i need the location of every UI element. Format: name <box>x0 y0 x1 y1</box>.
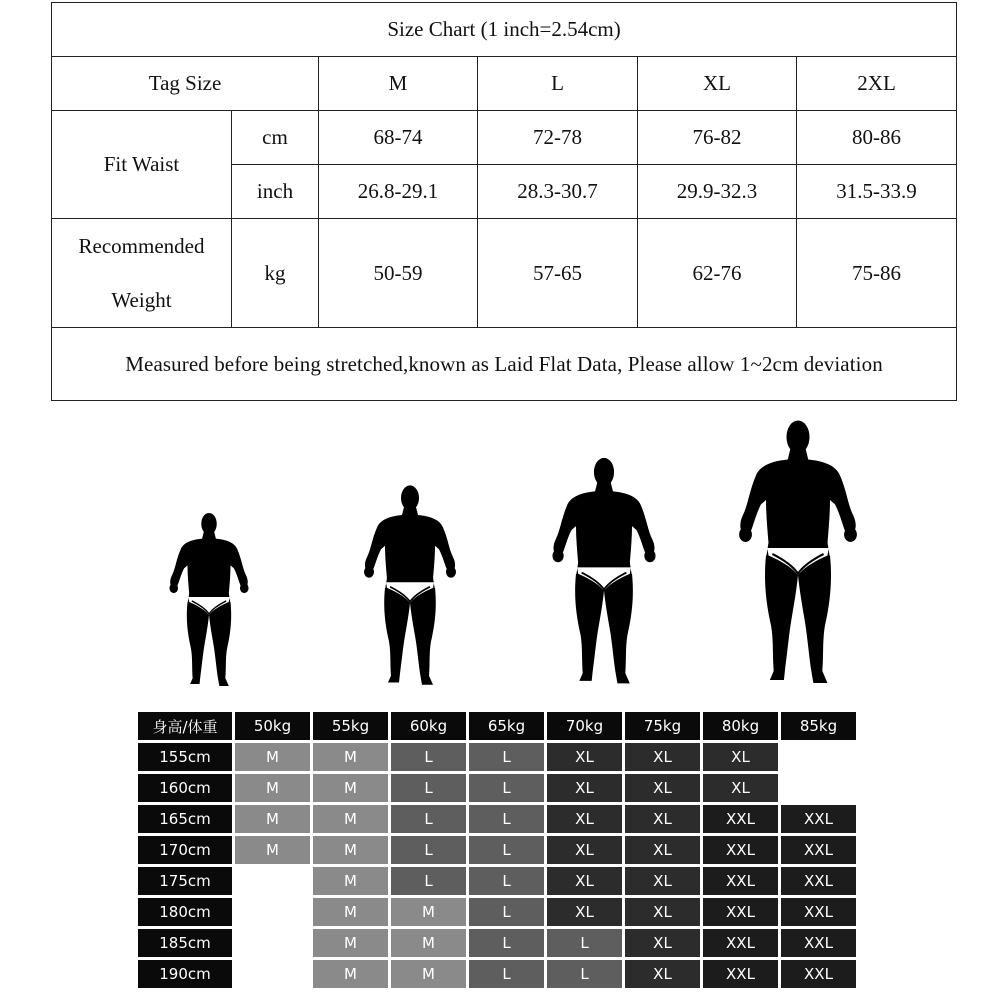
height-row-header: 160cm <box>138 774 232 802</box>
grid-size-cell: XXL <box>781 898 856 926</box>
grid-size-cell: L <box>391 867 466 895</box>
grid-size-cell: L <box>469 898 544 926</box>
recommended-label-line-2: Weight <box>111 288 172 312</box>
grid-row <box>138 898 859 926</box>
unit-kg-label: kg <box>232 219 319 328</box>
size-chart-table <box>51 2 957 401</box>
silhouette-figure-small <box>166 510 252 688</box>
grid-row <box>138 960 859 988</box>
height-row-header: 185cm <box>138 929 232 957</box>
grid-size-cell: XL <box>547 836 622 864</box>
grid-size-cell: L <box>391 836 466 864</box>
grid-size-cell: XL <box>625 898 700 926</box>
tag-size-label: Tag Size <box>52 57 319 111</box>
grid-size-cell: XXL <box>781 805 856 833</box>
unit-cm-label: cm <box>232 111 319 165</box>
height-row-header: 170cm <box>138 836 232 864</box>
silhouette-figure-medium <box>360 482 460 687</box>
grid-size-cell: XXL <box>781 929 856 957</box>
grid-size-cell: L <box>547 929 622 957</box>
grid-size-cell: M <box>235 743 310 771</box>
grid-empty-cell <box>781 743 856 771</box>
grid-size-cell: XL <box>625 867 700 895</box>
waist-cm-value: 80-86 <box>797 111 957 165</box>
grid-size-cell: XL <box>703 743 778 771</box>
grid-size-cell: XXL <box>781 836 856 864</box>
fit-waist-label: Fit Waist <box>52 111 232 219</box>
grid-size-cell: M <box>391 960 466 988</box>
grid-row <box>138 836 859 864</box>
waist-cm-value: 68-74 <box>319 111 478 165</box>
grid-size-cell: M <box>313 867 388 895</box>
grid-size-cell: L <box>469 836 544 864</box>
grid-size-cell: L <box>469 743 544 771</box>
grid-row <box>138 774 859 802</box>
size-header: 2XL <box>797 57 957 111</box>
grid-size-cell: M <box>313 836 388 864</box>
grid-size-cell: M <box>235 805 310 833</box>
weight-column-header: 80kg <box>703 712 778 740</box>
weight-column-header: 55kg <box>313 712 388 740</box>
grid-size-cell: XL <box>625 743 700 771</box>
grid-row <box>138 805 859 833</box>
grid-size-cell: XL <box>625 774 700 802</box>
waist-inch-value: 31.5-33.9 <box>797 165 957 219</box>
grid-size-cell: L <box>469 774 544 802</box>
grid-size-cell: M <box>391 929 466 957</box>
weight-column-header: 50kg <box>235 712 310 740</box>
height-row-header: 155cm <box>138 743 232 771</box>
grid-size-cell: XXL <box>703 898 778 926</box>
grid-size-cell: M <box>313 774 388 802</box>
grid-size-cell: XXL <box>781 867 856 895</box>
grid-size-cell: M <box>391 898 466 926</box>
silhouette-figure-xlarge <box>734 416 862 686</box>
grid-size-cell: XXL <box>703 960 778 988</box>
weight-column-header: 60kg <box>391 712 466 740</box>
height-row-header: 180cm <box>138 898 232 926</box>
grid-size-cell: XL <box>703 774 778 802</box>
grid-header-row <box>138 712 859 740</box>
recommended-weight-label <box>52 219 232 328</box>
grid-row <box>138 743 859 771</box>
recommended-label-line-1: Recommended <box>78 234 205 258</box>
grid-size-cell: XL <box>625 960 700 988</box>
grid-corner-label: 身高/体重 <box>138 712 232 740</box>
size-chart-title: Size Chart (1 inch=2.54cm) <box>52 3 957 57</box>
weight-column-header: 85kg <box>781 712 856 740</box>
grid-size-cell: L <box>547 960 622 988</box>
weight-kg-value: 50-59 <box>319 219 478 328</box>
grid-empty-cell <box>235 960 310 988</box>
grid-size-cell: XL <box>625 929 700 957</box>
size-header: L <box>478 57 638 111</box>
weight-column-header: 75kg <box>625 712 700 740</box>
grid-empty-cell <box>235 867 310 895</box>
grid-size-cell: L <box>391 805 466 833</box>
grid-size-cell: L <box>469 960 544 988</box>
weight-kg-value: 75-86 <box>797 219 957 328</box>
grid-size-cell: M <box>313 898 388 926</box>
grid-size-cell: XXL <box>781 960 856 988</box>
height-row-header: 165cm <box>138 805 232 833</box>
weight-column-header: 65kg <box>469 712 544 740</box>
grid-size-cell: M <box>235 774 310 802</box>
size-header: M <box>319 57 478 111</box>
weight-kg-value: 57-65 <box>478 219 638 328</box>
grid-size-cell: L <box>469 805 544 833</box>
height-weight-size-grid <box>138 712 859 991</box>
weight-kg-value: 62-76 <box>638 219 797 328</box>
grid-size-cell: XXL <box>703 929 778 957</box>
grid-size-cell: XL <box>625 805 700 833</box>
waist-cm-value: 76-82 <box>638 111 797 165</box>
waist-inch-value: 28.3-30.7 <box>478 165 638 219</box>
height-row-header: 190cm <box>138 960 232 988</box>
waist-inch-value: 29.9-32.3 <box>638 165 797 219</box>
grid-size-cell: M <box>313 929 388 957</box>
measurement-note: Measured before being stretched,known as Laid Flat Data, Please allow 1~2cm deviation <box>52 328 957 401</box>
grid-size-cell: L <box>391 743 466 771</box>
grid-row <box>138 929 859 957</box>
grid-size-cell: XL <box>625 836 700 864</box>
grid-size-cell: M <box>313 805 388 833</box>
grid-size-cell: XXL <box>703 867 778 895</box>
grid-size-cell: XL <box>547 774 622 802</box>
grid-empty-cell <box>235 898 310 926</box>
grid-size-cell: M <box>313 960 388 988</box>
silhouette-figure-large <box>548 454 660 686</box>
grid-size-cell: XL <box>547 743 622 771</box>
height-row-header: 175cm <box>138 867 232 895</box>
grid-size-cell: L <box>391 774 466 802</box>
grid-size-cell: M <box>313 743 388 771</box>
weight-column-header: 70kg <box>547 712 622 740</box>
size-header: XL <box>638 57 797 111</box>
waist-inch-value: 26.8-29.1 <box>319 165 478 219</box>
waist-cm-value: 72-78 <box>478 111 638 165</box>
unit-inch-label: inch <box>232 165 319 219</box>
grid-size-cell: XL <box>547 898 622 926</box>
grid-size-cell: M <box>235 836 310 864</box>
grid-empty-cell <box>235 929 310 957</box>
grid-size-cell: L <box>469 867 544 895</box>
grid-size-cell: XL <box>547 805 622 833</box>
grid-empty-cell <box>781 774 856 802</box>
grid-size-cell: L <box>469 929 544 957</box>
grid-size-cell: XL <box>547 867 622 895</box>
grid-size-cell: XXL <box>703 805 778 833</box>
grid-size-cell: XXL <box>703 836 778 864</box>
grid-row <box>138 867 859 895</box>
